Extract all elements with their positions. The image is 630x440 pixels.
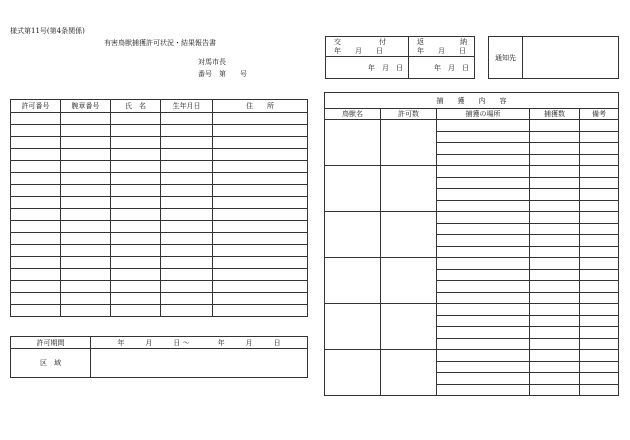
header-name: 氏 名 xyxy=(111,100,161,113)
capture-count-cell[interactable] xyxy=(530,177,580,189)
table-cell[interactable] xyxy=(213,257,308,269)
table-cell[interactable] xyxy=(61,221,111,233)
table-cell[interactable] xyxy=(213,293,308,305)
capture-row xyxy=(325,258,619,270)
capture-location-cell[interactable] xyxy=(437,154,530,166)
capture-count-cell[interactable] xyxy=(530,154,580,166)
capture-count-cell[interactable] xyxy=(530,246,580,258)
period-label: 許可期間 xyxy=(11,337,91,349)
capture-count-cell[interactable] xyxy=(530,269,580,281)
remarks-cell[interactable] xyxy=(580,154,619,166)
table-cell[interactable] xyxy=(111,125,161,137)
table-cell[interactable] xyxy=(213,269,308,281)
table-cell[interactable] xyxy=(61,245,111,257)
table-cell[interactable] xyxy=(11,125,61,137)
table-cell[interactable] xyxy=(61,209,111,221)
table-cell[interactable] xyxy=(111,149,161,161)
table-cell[interactable] xyxy=(213,209,308,221)
table-cell[interactable] xyxy=(213,185,308,197)
remarks-cell[interactable] xyxy=(580,120,619,132)
table-cell[interactable] xyxy=(111,293,161,305)
table-row xyxy=(11,113,308,125)
animal-name-cell[interactable] xyxy=(325,350,381,396)
header-birthdate: 生年月日 xyxy=(161,100,213,113)
capture-location-cell[interactable] xyxy=(437,177,530,189)
capture-location-cell[interactable] xyxy=(437,143,530,155)
remarks-cell[interactable] xyxy=(580,223,619,235)
table-cell[interactable] xyxy=(11,233,61,245)
remarks-cell[interactable] xyxy=(580,200,619,212)
table-cell[interactable] xyxy=(213,221,308,233)
table-cell[interactable] xyxy=(61,113,111,125)
table-cell[interactable] xyxy=(161,137,213,149)
issue-date: 年 月 日 xyxy=(334,47,383,55)
table-cell[interactable] xyxy=(11,293,61,305)
table-cell[interactable] xyxy=(213,245,308,257)
table-cell[interactable] xyxy=(111,245,161,257)
table-cell[interactable] xyxy=(213,125,308,137)
table-cell[interactable] xyxy=(213,305,308,317)
animal-name-cell[interactable] xyxy=(325,120,381,166)
remarks-cell[interactable] xyxy=(580,189,619,201)
form-number: 様式第11号(第4条関係) xyxy=(10,27,85,35)
capture-count-cell[interactable] xyxy=(530,235,580,247)
issue-date-2: 年 月 日 xyxy=(326,57,409,79)
remarks-cell[interactable] xyxy=(580,373,619,385)
capture-location-cell[interactable] xyxy=(437,131,530,143)
capture-count-cell[interactable] xyxy=(530,292,580,304)
table-cell[interactable] xyxy=(111,269,161,281)
capture-location-cell[interactable] xyxy=(437,281,530,293)
remarks-cell[interactable] xyxy=(580,384,619,396)
table-cell[interactable] xyxy=(11,173,61,185)
capture-row xyxy=(325,304,619,316)
table-cell[interactable] xyxy=(111,137,161,149)
remarks-cell[interactable] xyxy=(580,281,619,293)
capture-location-cell[interactable] xyxy=(437,120,530,132)
table-cell[interactable] xyxy=(11,305,61,317)
table-cell[interactable] xyxy=(161,185,213,197)
table-cell[interactable] xyxy=(161,113,213,125)
capture-count-cell[interactable] xyxy=(530,338,580,350)
table-cell[interactable] xyxy=(11,209,61,221)
table-cell[interactable] xyxy=(61,257,111,269)
capture-row xyxy=(325,212,619,224)
header-permitted-count: 許可数 xyxy=(381,109,437,120)
table-row xyxy=(11,245,308,257)
capture-count-cell[interactable] xyxy=(530,384,580,396)
header-capture-count: 捕獲数 xyxy=(530,109,580,120)
remarks-cell[interactable] xyxy=(580,131,619,143)
remarks-cell[interactable] xyxy=(580,166,619,178)
capture-count-cell[interactable] xyxy=(530,281,580,293)
table-cell[interactable] xyxy=(11,161,61,173)
capture-count-cell[interactable] xyxy=(530,212,580,224)
capture-table xyxy=(324,92,619,396)
table-row xyxy=(11,161,308,173)
capture-location-cell[interactable] xyxy=(437,315,530,327)
animal-name-cell[interactable] xyxy=(325,258,381,304)
capture-location-cell[interactable] xyxy=(437,361,530,373)
remarks-cell[interactable] xyxy=(580,177,619,189)
table-cell[interactable] xyxy=(161,221,213,233)
table-cell[interactable] xyxy=(111,161,161,173)
notify-label: 通知先 xyxy=(489,37,523,79)
capture-count-cell[interactable] xyxy=(530,200,580,212)
capture-location-cell[interactable] xyxy=(437,350,530,362)
table-cell[interactable] xyxy=(111,197,161,209)
return-label-nou: 納 xyxy=(460,38,467,46)
table-cell[interactable] xyxy=(161,281,213,293)
issue-label-fu: 付 xyxy=(379,38,386,46)
return-label-hen: 返 xyxy=(417,38,424,46)
table-row xyxy=(11,269,308,281)
capture-location-cell[interactable] xyxy=(437,235,530,247)
table-row xyxy=(11,293,308,305)
table-cell[interactable] xyxy=(161,293,213,305)
table-cell[interactable] xyxy=(213,161,308,173)
animal-name-cell[interactable] xyxy=(325,304,381,350)
permitted-count-cell[interactable] xyxy=(381,212,437,258)
capture-row xyxy=(325,120,619,132)
remarks-cell[interactable] xyxy=(580,315,619,327)
table-cell[interactable] xyxy=(61,281,111,293)
return-date: 年 月 日 xyxy=(417,47,466,55)
remarks-cell[interactable] xyxy=(580,212,619,224)
capture-count-cell[interactable] xyxy=(530,143,580,155)
capture-row xyxy=(325,350,619,362)
capture-location-cell[interactable] xyxy=(437,304,530,316)
table-cell[interactable] xyxy=(11,197,61,209)
table-cell[interactable] xyxy=(111,257,161,269)
permitted-count-cell[interactable] xyxy=(381,304,437,350)
addressee: 対馬市長 xyxy=(198,58,226,66)
capture-count-cell[interactable] xyxy=(530,166,580,178)
capture-location-cell[interactable] xyxy=(437,246,530,258)
animal-name-cell[interactable] xyxy=(325,212,381,258)
period-table xyxy=(10,336,308,378)
capture-location-cell[interactable] xyxy=(437,223,530,235)
permit-table xyxy=(10,99,308,317)
capture-location-cell[interactable] xyxy=(437,189,530,201)
table-row xyxy=(11,257,308,269)
notify-value xyxy=(523,37,619,79)
table-cell[interactable] xyxy=(213,137,308,149)
capture-location-cell[interactable] xyxy=(437,212,530,224)
capture-count-cell[interactable] xyxy=(530,350,580,362)
table-cell[interactable] xyxy=(213,149,308,161)
table-cell[interactable] xyxy=(111,281,161,293)
table-cell[interactable] xyxy=(111,113,161,125)
number-line: 番号 第 号 xyxy=(198,70,247,78)
table-row xyxy=(11,281,308,293)
table-cell[interactable] xyxy=(11,257,61,269)
table-cell[interactable] xyxy=(161,209,213,221)
animal-name-cell[interactable] xyxy=(325,166,381,212)
table-cell[interactable] xyxy=(161,233,213,245)
table-cell[interactable] xyxy=(111,173,161,185)
table-cell[interactable] xyxy=(213,197,308,209)
remarks-cell[interactable] xyxy=(580,361,619,373)
remarks-cell[interactable] xyxy=(580,143,619,155)
table-row xyxy=(11,125,308,137)
capture-title: 捕 獲 内 容 xyxy=(325,93,619,109)
remarks-cell[interactable] xyxy=(580,269,619,281)
remarks-cell[interactable] xyxy=(580,292,619,304)
capture-location-cell[interactable] xyxy=(437,200,530,212)
table-cell[interactable] xyxy=(111,305,161,317)
table-cell[interactable] xyxy=(11,149,61,161)
table-cell[interactable] xyxy=(11,269,61,281)
table-cell[interactable] xyxy=(111,233,161,245)
table-cell[interactable] xyxy=(61,149,111,161)
capture-count-cell[interactable] xyxy=(530,189,580,201)
table-cell[interactable] xyxy=(61,233,111,245)
table-cell[interactable] xyxy=(161,245,213,257)
table-cell[interactable] xyxy=(161,149,213,161)
capture-row xyxy=(325,166,619,178)
header-animal-name: 鳥獣名 xyxy=(325,109,381,120)
header-address: 住 所 xyxy=(213,100,308,113)
table-cell[interactable] xyxy=(61,293,111,305)
capture-location-cell[interactable] xyxy=(437,269,530,281)
issue-label-kou: 交 xyxy=(334,38,341,46)
issue-return-table xyxy=(325,36,475,79)
table-cell[interactable] xyxy=(11,137,61,149)
table-cell[interactable] xyxy=(213,113,308,125)
header-armband-number: 腕章番号 xyxy=(61,100,111,113)
table-cell[interactable] xyxy=(11,245,61,257)
table-cell[interactable] xyxy=(61,125,111,137)
table-row xyxy=(11,137,308,149)
capture-location-cell[interactable] xyxy=(437,338,530,350)
capture-count-cell[interactable] xyxy=(530,304,580,316)
page-title: 有害鳥獣捕獲許可状況・結果報告書 xyxy=(104,39,216,47)
table-cell[interactable] xyxy=(161,125,213,137)
table-cell[interactable] xyxy=(161,305,213,317)
permitted-count-cell[interactable] xyxy=(381,258,437,304)
table-cell[interactable] xyxy=(61,197,111,209)
header-capture-location: 捕獲の場所 xyxy=(437,109,530,120)
table-cell[interactable] xyxy=(61,161,111,173)
table-row xyxy=(11,233,308,245)
table-cell[interactable] xyxy=(61,185,111,197)
table-cell[interactable] xyxy=(161,161,213,173)
table-cell[interactable] xyxy=(111,185,161,197)
capture-count-cell[interactable] xyxy=(530,361,580,373)
table-cell[interactable] xyxy=(213,281,308,293)
remarks-cell[interactable] xyxy=(580,338,619,350)
header-remarks: 備考 xyxy=(580,109,619,120)
table-cell[interactable] xyxy=(213,233,308,245)
area-value xyxy=(91,349,308,378)
area-label: 区 域 xyxy=(11,349,91,378)
remarks-cell[interactable] xyxy=(580,258,619,270)
table-row xyxy=(11,185,308,197)
remarks-cell[interactable] xyxy=(580,304,619,316)
permitted-count-cell[interactable] xyxy=(381,350,437,396)
table-cell[interactable] xyxy=(61,305,111,317)
table-cell[interactable] xyxy=(11,281,61,293)
table-cell[interactable] xyxy=(61,137,111,149)
capture-location-cell[interactable] xyxy=(437,327,530,339)
permitted-count-cell[interactable] xyxy=(381,120,437,166)
return-date-2: 年 月 日 xyxy=(409,57,475,79)
table-row xyxy=(11,209,308,221)
table-cell[interactable] xyxy=(161,173,213,185)
capture-count-cell[interactable] xyxy=(530,373,580,385)
permitted-count-cell[interactable] xyxy=(381,166,437,212)
capture-location-cell[interactable] xyxy=(437,384,530,396)
capture-location-cell[interactable] xyxy=(437,373,530,385)
table-cell[interactable] xyxy=(61,173,111,185)
table-cell[interactable] xyxy=(213,173,308,185)
table-cell[interactable] xyxy=(11,113,61,125)
remarks-cell[interactable] xyxy=(580,350,619,362)
capture-count-cell[interactable] xyxy=(530,223,580,235)
table-row xyxy=(11,305,308,317)
table-cell[interactable] xyxy=(11,221,61,233)
capture-count-cell[interactable] xyxy=(530,315,580,327)
table-cell[interactable] xyxy=(161,269,213,281)
header-permit-number: 許可番号 xyxy=(11,100,61,113)
table-cell[interactable] xyxy=(161,257,213,269)
capture-count-cell[interactable] xyxy=(530,120,580,132)
notify-table xyxy=(488,36,619,79)
table-cell[interactable] xyxy=(161,197,213,209)
remarks-cell[interactable] xyxy=(580,327,619,339)
table-row xyxy=(11,221,308,233)
table-row xyxy=(11,173,308,185)
capture-count-cell[interactable] xyxy=(530,131,580,143)
table-cell[interactable] xyxy=(11,185,61,197)
remarks-cell[interactable] xyxy=(580,235,619,247)
capture-location-cell[interactable] xyxy=(437,258,530,270)
capture-location-cell[interactable] xyxy=(437,166,530,178)
table-cell[interactable] xyxy=(61,269,111,281)
remarks-cell[interactable] xyxy=(580,246,619,258)
table-row xyxy=(11,149,308,161)
table-row xyxy=(11,197,308,209)
capture-count-cell[interactable] xyxy=(530,327,580,339)
table-cell[interactable] xyxy=(111,209,161,221)
capture-count-cell[interactable] xyxy=(530,258,580,270)
period-value: 年 月 日 〜 年 月 日 xyxy=(91,337,308,349)
capture-location-cell[interactable] xyxy=(437,292,530,304)
table-cell[interactable] xyxy=(111,221,161,233)
